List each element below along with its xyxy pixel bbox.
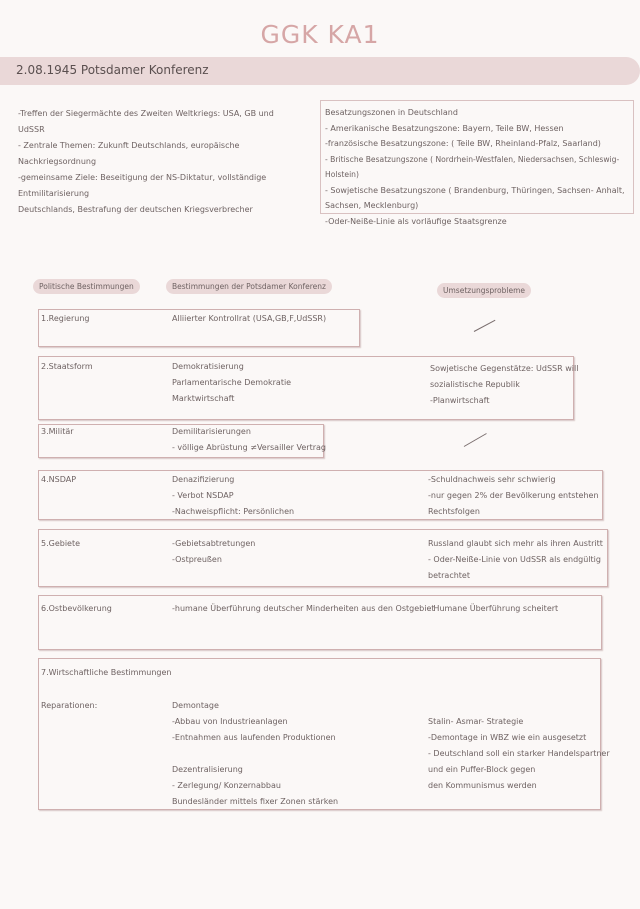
wirtschaft-mid-line: Demontage [172,701,219,710]
wirtschaft-right-line: - Deutschland soll ein starker Handelspartner [428,749,610,758]
wirtschaft-heading: 7.Wirtschaftliche Bestimmungen [41,668,172,677]
row-label: 4.NSDAP [41,475,77,484]
row-right-line: -Schuldnachweis sehr schwierig [428,475,556,484]
row-mid-line: Denazifizierung [172,475,235,484]
wirtschaft-mid-line: - Zerlegung/ Konzernabbau [172,781,281,790]
row-mid-line: -Gebietsabtretungen [172,539,256,548]
row-label: 6.Ostbevölkerung [41,604,112,613]
column-header-bestimmungen: Bestimmungen der Potsdamer Konferenz [166,279,332,294]
column-header-umsetzung: Umsetzungsprobleme [437,283,531,298]
row-mid-line: - völlige Abrüstung ≠Versailler Vertrag [172,443,326,452]
besatzung-line: Besatzungszonen in Deutschland [325,108,458,117]
empty-slash [464,433,487,447]
page-title: GGK KA1 [260,20,380,49]
row-mid-line: - Verbot NSDAP [172,491,234,500]
row-mid-line: Alliierter Kontrollrat (USA,GB,F,UdSSR) [172,314,327,323]
row-mid-line: Demokratisierung [172,362,244,371]
besatzung-line: -französische Besatzungszone: ( Teile BW, Rheinland-Pfalz, Saarland) [325,139,601,148]
row-label: 2.Staatsform [41,362,93,371]
row-mid-line: -Ostpreußen [172,555,222,564]
intro-line: Nachkriegsordnung [18,157,97,166]
besatzung-line: - Amerikanische Besatzungszone: Bayern, Teile BW, Hessen [325,123,564,133]
row-mid-line: Demilitarisierungen [172,427,251,436]
date-heading: 2.08.1945 Potsdamer Konferenz [16,63,209,77]
wirtschaft-right-line: -Demontage in WBZ wie ein ausgesetzt [428,733,587,742]
row-right-line: - Humane Überführung scheitert [428,604,559,613]
row-right-line: Rechtsfolgen [428,507,480,516]
wirtschaft-mid-line: -Abbau von Industrieanlagen [172,717,288,726]
besatzung-line: - Britische Besatzungszone ( Nordrhein-Westfalen, Niedersachsen, Schleswig-Holstein) [325,154,620,179]
row-right-line: sozialistische Republik [430,380,520,389]
row-right-line: -Planwirtschaft [430,396,490,405]
intro-line: UdSSR [18,125,45,134]
intro-line: Entmilitarisierung [18,189,90,198]
row-mid-line: -Nachweispflicht: Persönlichen [172,507,295,516]
wirtschaft-right-line: und ein Puffer-Block gegen [428,765,536,774]
wirtschaft-label: Reparationen: [41,701,98,710]
intro-text [18,106,293,218]
besatzung-line: - Sowjetische Besatzungszone ( Brandenburg, Thüringen, Sachsen- Anhalt, [325,185,625,195]
row-label: 1.Regierung [41,314,90,323]
row-mid-line: Marktwirtschaft [172,394,235,403]
besatzungszonen-box [320,100,634,226]
intro-line: -gemeinsame Ziele: Beseitigung der NS-Diktatur, vollständige [18,173,267,182]
row-label: 3.Militär [41,427,74,436]
intro-line: Deutschlands, Bestrafung der deutschen Kriegsverbrecher [18,205,253,214]
intro-line: -Treffen der Siegermächte des Zweiten Weltkriegs: USA, GB und [18,109,274,118]
empty-slash [474,320,496,332]
wirtschaft-mid-line: Bundesländer mittels fixer Zonen stärken [172,797,339,806]
row-label: 5.Gebiete [41,539,81,548]
besatzung-line: Sachsen, Mecklenburg) [325,201,419,210]
row-right-line: Russland glaubt sich mehr als ihren Austritt [428,539,603,548]
row-right-line: -nur gegen 2% der Bevölkerung entstehen [428,491,599,500]
row-right-line: - Oder-Neiße-Linie von UdSSR als endgültig [428,555,601,564]
besatzung-line: -Oder-Neiße-Linie als vorläufige Staatsgrenze [325,216,507,226]
row-right-line: Sowjetische Gegenstätze: UdSSR will [430,364,579,373]
wirtschaft-mid-line: Dezentralisierung [172,765,243,774]
column-header-politische: Politische Bestimmungen [33,279,140,294]
wirtschaft-right-line: Stalin- Asmar- Strategie [428,717,524,726]
wirtschaft-right-line: den Kommunismus werden [428,781,537,790]
row-mid-line: Parlamentarische Demokratie [172,378,292,387]
intro-line: - Zentrale Themen: Zukunft Deutschlands, europäische [18,141,240,150]
wirtschaft-mid-line: -Entnahmen aus laufenden Produktionen [172,733,336,742]
row-mid-line: -humane Überführung deutscher Minderheiten aus den Ostgebiet [172,604,435,613]
row-right-line: betrachtet [428,571,470,580]
